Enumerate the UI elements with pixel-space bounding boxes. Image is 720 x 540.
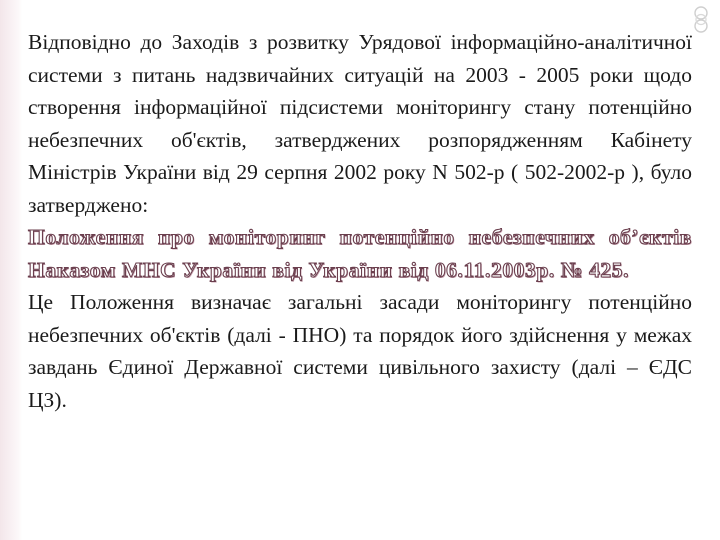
intro-paragraph: Відповідно до Заходів з розвитку Урядової інформаційно-аналітичної системи з питань надзвичайних ситуацій на 2003 - 2005 роки щодо створення інформаційної підсистеми моніторингу стану потенційно небезпечних об'єктів, затверджених розпорядженням Кабінету Міністрів України від 29 серпня 2002 року N 502-р ( 502-2002-р ), було затверджено:: [28, 30, 692, 217]
highlighted-heading: Положення про моніторинг потенційно небезпечних об’єктів Наказом МНС України від України від 06.11.2003р. № 425.: [28, 225, 692, 282]
slide-content: [28, 26, 692, 416]
left-border-decoration: [0, 0, 22, 540]
description-paragraph: Це Положення визначає загальні засади моніторингу потенційно небезпечних об'єктів (далі - ПНО) та порядок його здійснення у межах завдань Єдиної Державної системи цивільного захисту (далі – ЄДС ЦЗ).: [28, 290, 692, 412]
ring-ornament-icon: [690, 4, 712, 38]
